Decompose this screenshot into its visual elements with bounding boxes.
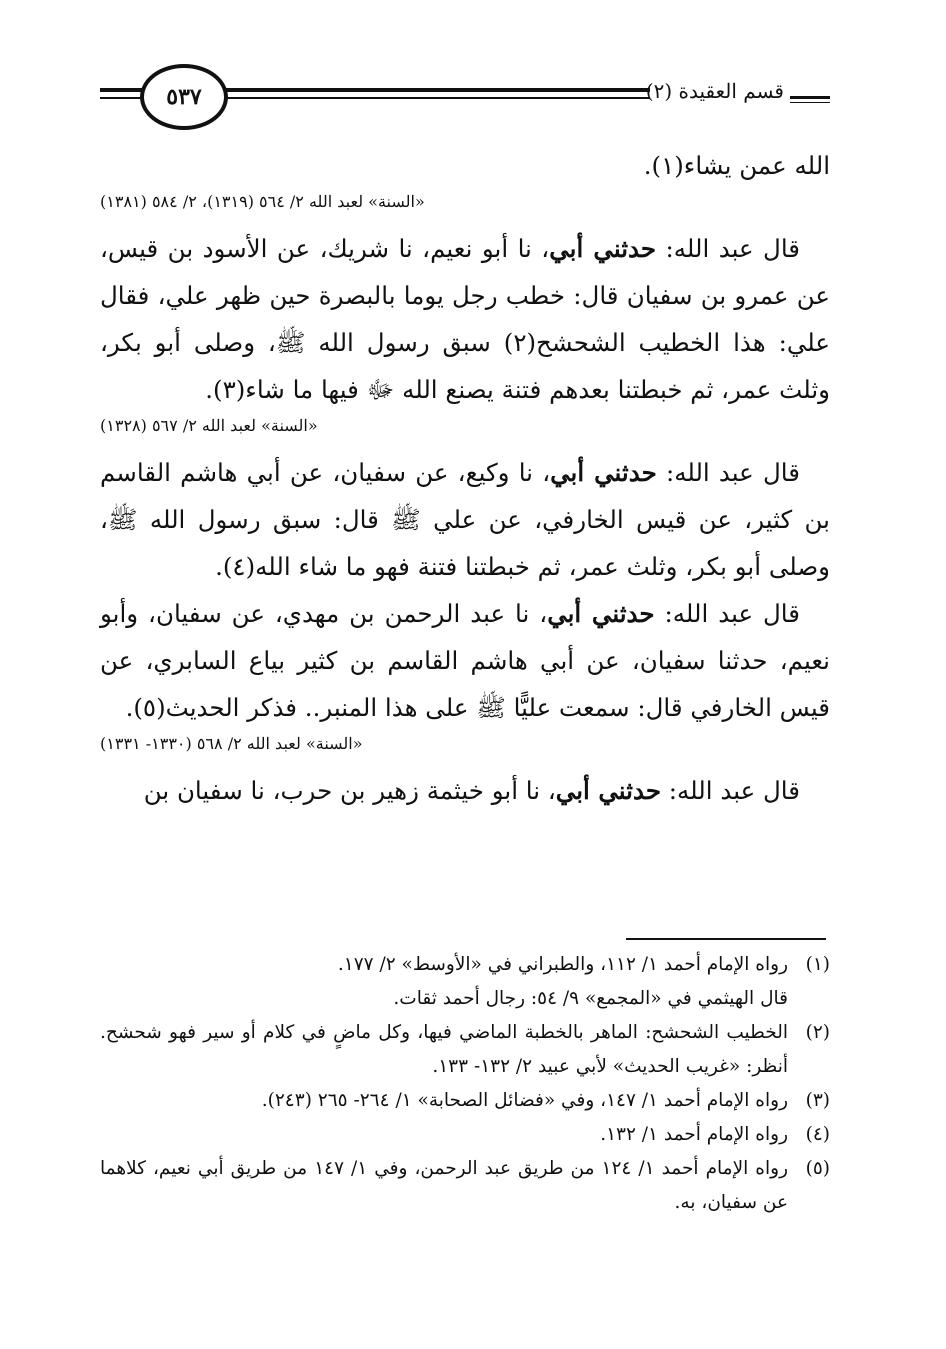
- footnote: [100, 1016, 830, 1084]
- footnote-text: رواه الإمام أحمد ١/ ١٢٤ من طريق عبد الرحمن، وفي ١/ ١٤٧ من طريق أبي نعيم، كلاهما عن سفيان، به.: [100, 1158, 788, 1213]
- hadith-paragraph: قال عبد الله: حدثني أبي، نا عبد الرحمن بن مهدي، عن سفيان، وأبو نعيم، حدثنا سفيان، عن أبي هاشم القاسم بن كثير بياع السابري، عن قيس الخارفي قال: سمعت عليًّا ﷺ على هذا المنبر.. فذكر الحديث(٥).: [100, 599, 830, 722]
- source-reference: «السنة» لعبد الله ٢/ ٥٦٤ (١٣١٩)، ٢/ ٥٨٤ (١٣٨١): [100, 192, 425, 211]
- footnote-text: رواه الإمام أحمد ١/ ١٤٧، وفي «فضائل الصحابة» ١/ ٢٦٤- ٢٦٥ (٢٤٣).: [261, 1090, 788, 1111]
- hadith-paragraph: قال عبد الله: حدثني أبي، نا وكيع، عن سفيان، عن أبي هاشم القاسم بن كثير، عن قيس الخارفي، عن علي ﷺ قال: سبق رسول الله ﷺ، وصلى أبو بكر، وثلث عمر، ثم خبطتنا فتنة فهو ما شاء الله(٤).: [100, 458, 830, 581]
- footnote-number: (١): [805, 954, 830, 975]
- footnote-number: (٣): [805, 1090, 830, 1111]
- page-number-badge: [140, 64, 228, 130]
- hadith-paragraph: قال عبد الله: حدثني أبي، نا أبو نعيم، نا شريك، عن الأسود بن قيس، عن عمرو بن سفيان قال: خطب رجل يوما بالبصرة حين ظهر علي، فقال علي: هذا الخطيب الشحشح(٢) سبق رسول الله ﷺ، وصلى أبو بكر، وثلث عمر، ثم خبطتنا بعدهم فتنة يصنع الله ﷻ فيها ما شاء(٣).: [100, 234, 830, 404]
- footnote: [100, 1152, 830, 1220]
- running-title: قسم العقيدة (٢): [645, 79, 784, 103]
- text-line: الله عمن يشاء(١).: [643, 151, 830, 180]
- footnote-number: (٥): [805, 1158, 830, 1179]
- footnote: [100, 948, 830, 982]
- footnote-continuation: قال الهيثمي في «المجمع» ٩/ ٥٤: رجال أحمد ثقات.: [393, 988, 788, 1009]
- header-rule: [790, 102, 830, 103]
- page-header: [100, 62, 830, 134]
- main-text: [100, 142, 830, 814]
- header-rule: [210, 88, 650, 92]
- footnote-number: (٢): [805, 1022, 830, 1043]
- footnote-separator: [626, 938, 826, 940]
- footnote: [100, 1084, 830, 1118]
- footnotes: [100, 948, 830, 1220]
- footnote-text: رواه الإمام أحمد ١/ ١١٢، والطبراني في «الأوسط» ٢/ ١٧٧.: [337, 954, 788, 975]
- header-rule: [790, 96, 830, 99]
- page-number: ٥٣٧: [166, 84, 202, 110]
- source-reference: «السنة» لعبد الله ٢/ ٥٦٨ (١٣٣٠- ١٣٣١): [100, 734, 363, 753]
- footnote: [100, 1118, 830, 1152]
- source-reference: «السنة» لعبد الله ٢/ ٥٦٧ (١٣٢٨): [100, 416, 318, 435]
- hadith-paragraph: قال عبد الله: حدثني أبي، نا أبو خيثمة زهير بن حرب، نا سفيان بن: [143, 776, 800, 805]
- footnote-number: (٤): [805, 1124, 830, 1145]
- footnote-text: رواه الإمام أحمد ١/ ١٣٢.: [600, 1124, 788, 1145]
- header-rule: [210, 97, 650, 99]
- footnote-text: الخطيب الشحشح: الماهر بالخطبة الماضي فيها، وكل ماضٍ في كلام أو سير فهو شحشح. أنظر: «غريب الحديث» لأبي عبيد ٢/ ١٣٢- ١٣٣.: [100, 1022, 788, 1077]
